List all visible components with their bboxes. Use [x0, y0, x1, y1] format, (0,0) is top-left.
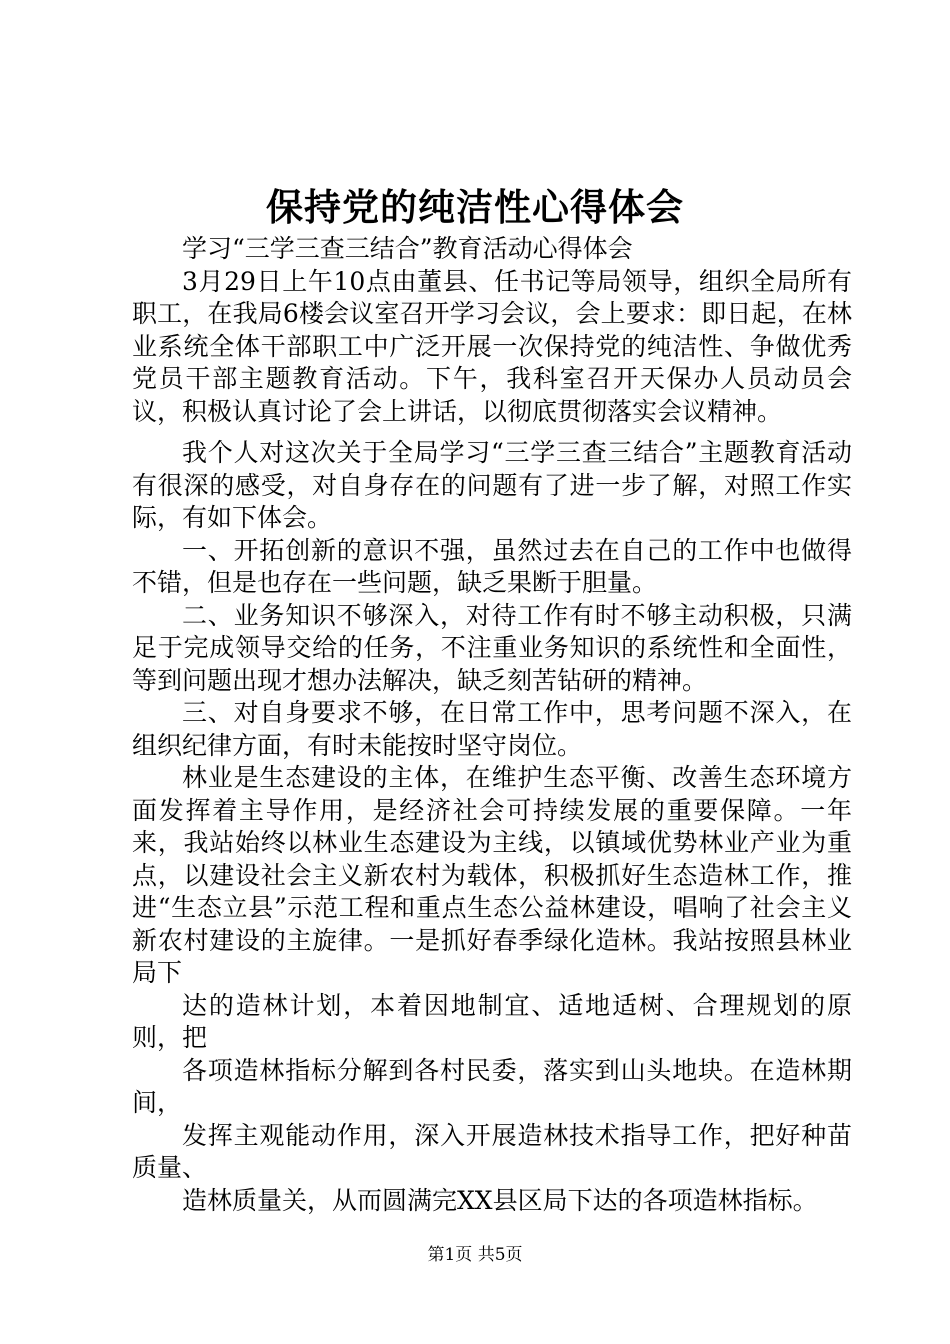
body-paragraph-2: 我个人对这次关于全局学习“三学三查三结合”主题教育活动有很深的感受，对自身存在的问题有了进一步了解，对照工作实际，有如下体会。 [132, 438, 852, 532]
subtitle-paragraph: 学习“三学三查三结合”教育活动心得体会 [182, 234, 633, 263]
body-paragraph-3: 一、开拓创新的意识不强，虽然过去在自己的工作中也做得不错，但是也存在一些问题，缺乏果断于胆量。 [132, 535, 852, 597]
document-title: 保持党的纯洁性心得体会 [266, 186, 684, 229]
document-body [132, 233, 852, 1217]
body-paragraph-5: 三、对自身要求不够，在日常工作中，思考问题不深入，在组织纪律方面，有时未能按时坚守岗位。 [132, 698, 852, 760]
body-paragraph-1: 3月29日上午10点由董县、任书记等局领导，组织全局所有职工，在我局6楼会议室召开学习会议，会上要求：即日起，在林业系统全体干部职工中广泛开展一次保持党的纯洁性、争做优秀党员干部主题教育活动。下午，我科室召开天保办人员动员会议，积极认真讨论了会上讲话，以彻底贯彻落实会议精神。 [132, 266, 852, 426]
body-paragraph-7: 达的造林计划，本着因地制宜、适地适树、合理规划的原则，把 [132, 990, 852, 1052]
body-paragraph-6: 林业是生态建设的主体，在维护生态平衡、改善生态环境方面发挥着主导作用，是经济社会可持续发展的重要保障。一年来，我站始终以林业生态建设为主线，以镇域优势林业产业为重点，以建设社会主义新农村为载体，积极抓好生态造林工作，推进“生态立县”示范工程和重点生态公益林建设，唱响了社会主义新农村建设的主旋律。一是抓好春季绿化造林。我站按照县林业局下 [132, 763, 852, 987]
body-paragraph-9: 发挥主观能动作用，深入开展造林技术指导工作，把好种苗质量、 [132, 1120, 852, 1182]
body-paragraph-8: 各项造林指标分解到各村民委，落实到山头地块。在造林期间， [132, 1055, 852, 1117]
body-paragraph-10: 造林质量关，从而圆满完XX县区局下达的各项造林指标。 [182, 1185, 818, 1215]
body-paragraph-4: 二、业务知识不够深入，对待工作有时不够主动积极，只满足于完成领导交给的任务，不注重业务知识的系统性和全面性，等到问题出现才想办法解决，缺乏刻苦钻研的精神。 [132, 600, 852, 695]
page-footer: 第1页 共5页 [427, 1245, 523, 1265]
